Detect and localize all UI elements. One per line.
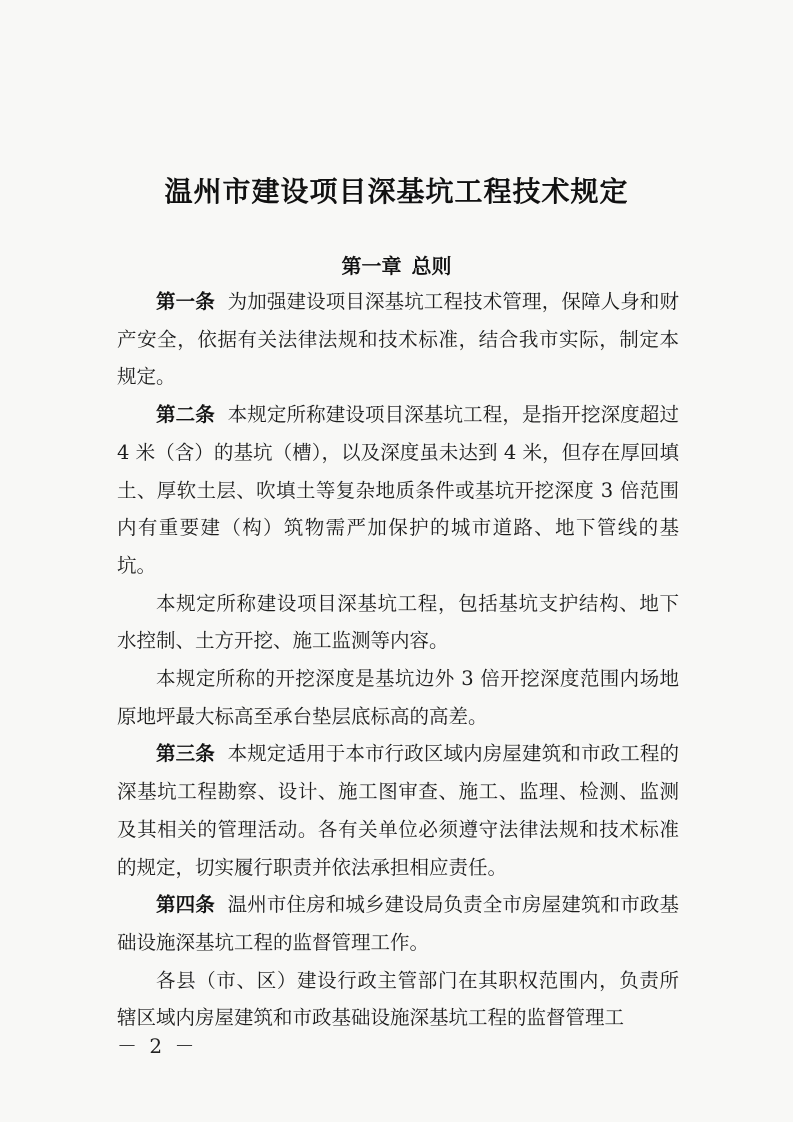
article-1-paragraph [117,283,679,396]
paragraph-text: 为加强建设项目深基坑工程技术管理，保障人身和财产安全，依据有关法律法规和技术标准，结合我市实际，制定本规定。 [117,290,679,389]
paragraph-text: 本规定所称的开挖深度是基坑边外 3 倍开挖深度范围内场地原地坪最大标高至承台垫层底标高的高差。 [117,667,679,728]
paragraph-text: 本规定所称建设项目深基坑工程，是指开挖深度超过 4 米（含）的基坑（槽），以及深度虽未达到 4 米，但存在厚回填土、厚软土层、吹填土等复杂地质条件或基坑开挖深度 3 倍范围内有重要建（构）筑物需严加保护的城市道路、地下管线的基坑。 [117,403,679,577]
article-number: 第三条 [156,742,215,766]
paragraph-text: 各县（市、区）建设行政主管部门在其职权范围内，负责所辖区域内房屋建筑和市政基础设施深基坑工程的监督管理工 [117,968,679,1030]
paragraph-text: 本规定所称建设项目深基坑工程，包括基坑支护结构、地下水控制、土方开挖、施工监测等内容。 [117,591,679,653]
chapter-number: 第一章 [341,254,402,278]
article-4-paragraph [117,886,679,961]
article-2-paragraph [117,396,679,585]
page-number: － 2 － [117,1034,198,1058]
article-3-paragraph [117,735,679,886]
document-title: 温州市建设项目深基坑工程技术规定 [164,175,629,208]
chapter-name: 总则 [411,254,452,278]
paragraph-text: 本规定适用于本市行政区域内房屋建筑和市政工程的深基坑工程勘察、设计、施工图审查、施工、监理、检测、监测及其相关的管理活动。各有关单位必须遵守法律法规和技术标准的规定，切实履行职责并依法承担相应责任。 [117,742,679,879]
article-number: 第二条 [156,403,215,427]
article-number: 第四条 [156,893,215,917]
chapter-heading [0,250,793,279]
body-paragraph [117,660,679,735]
body-paragraph [117,585,679,660]
document-body [117,283,679,1037]
body-paragraph [117,962,679,1037]
paragraph-text: 温州市住房和城乡建设局负责全市房屋建筑和市政基础设施深基坑工程的监督管理工作。 [117,893,679,954]
article-number: 第一条 [156,290,215,313]
